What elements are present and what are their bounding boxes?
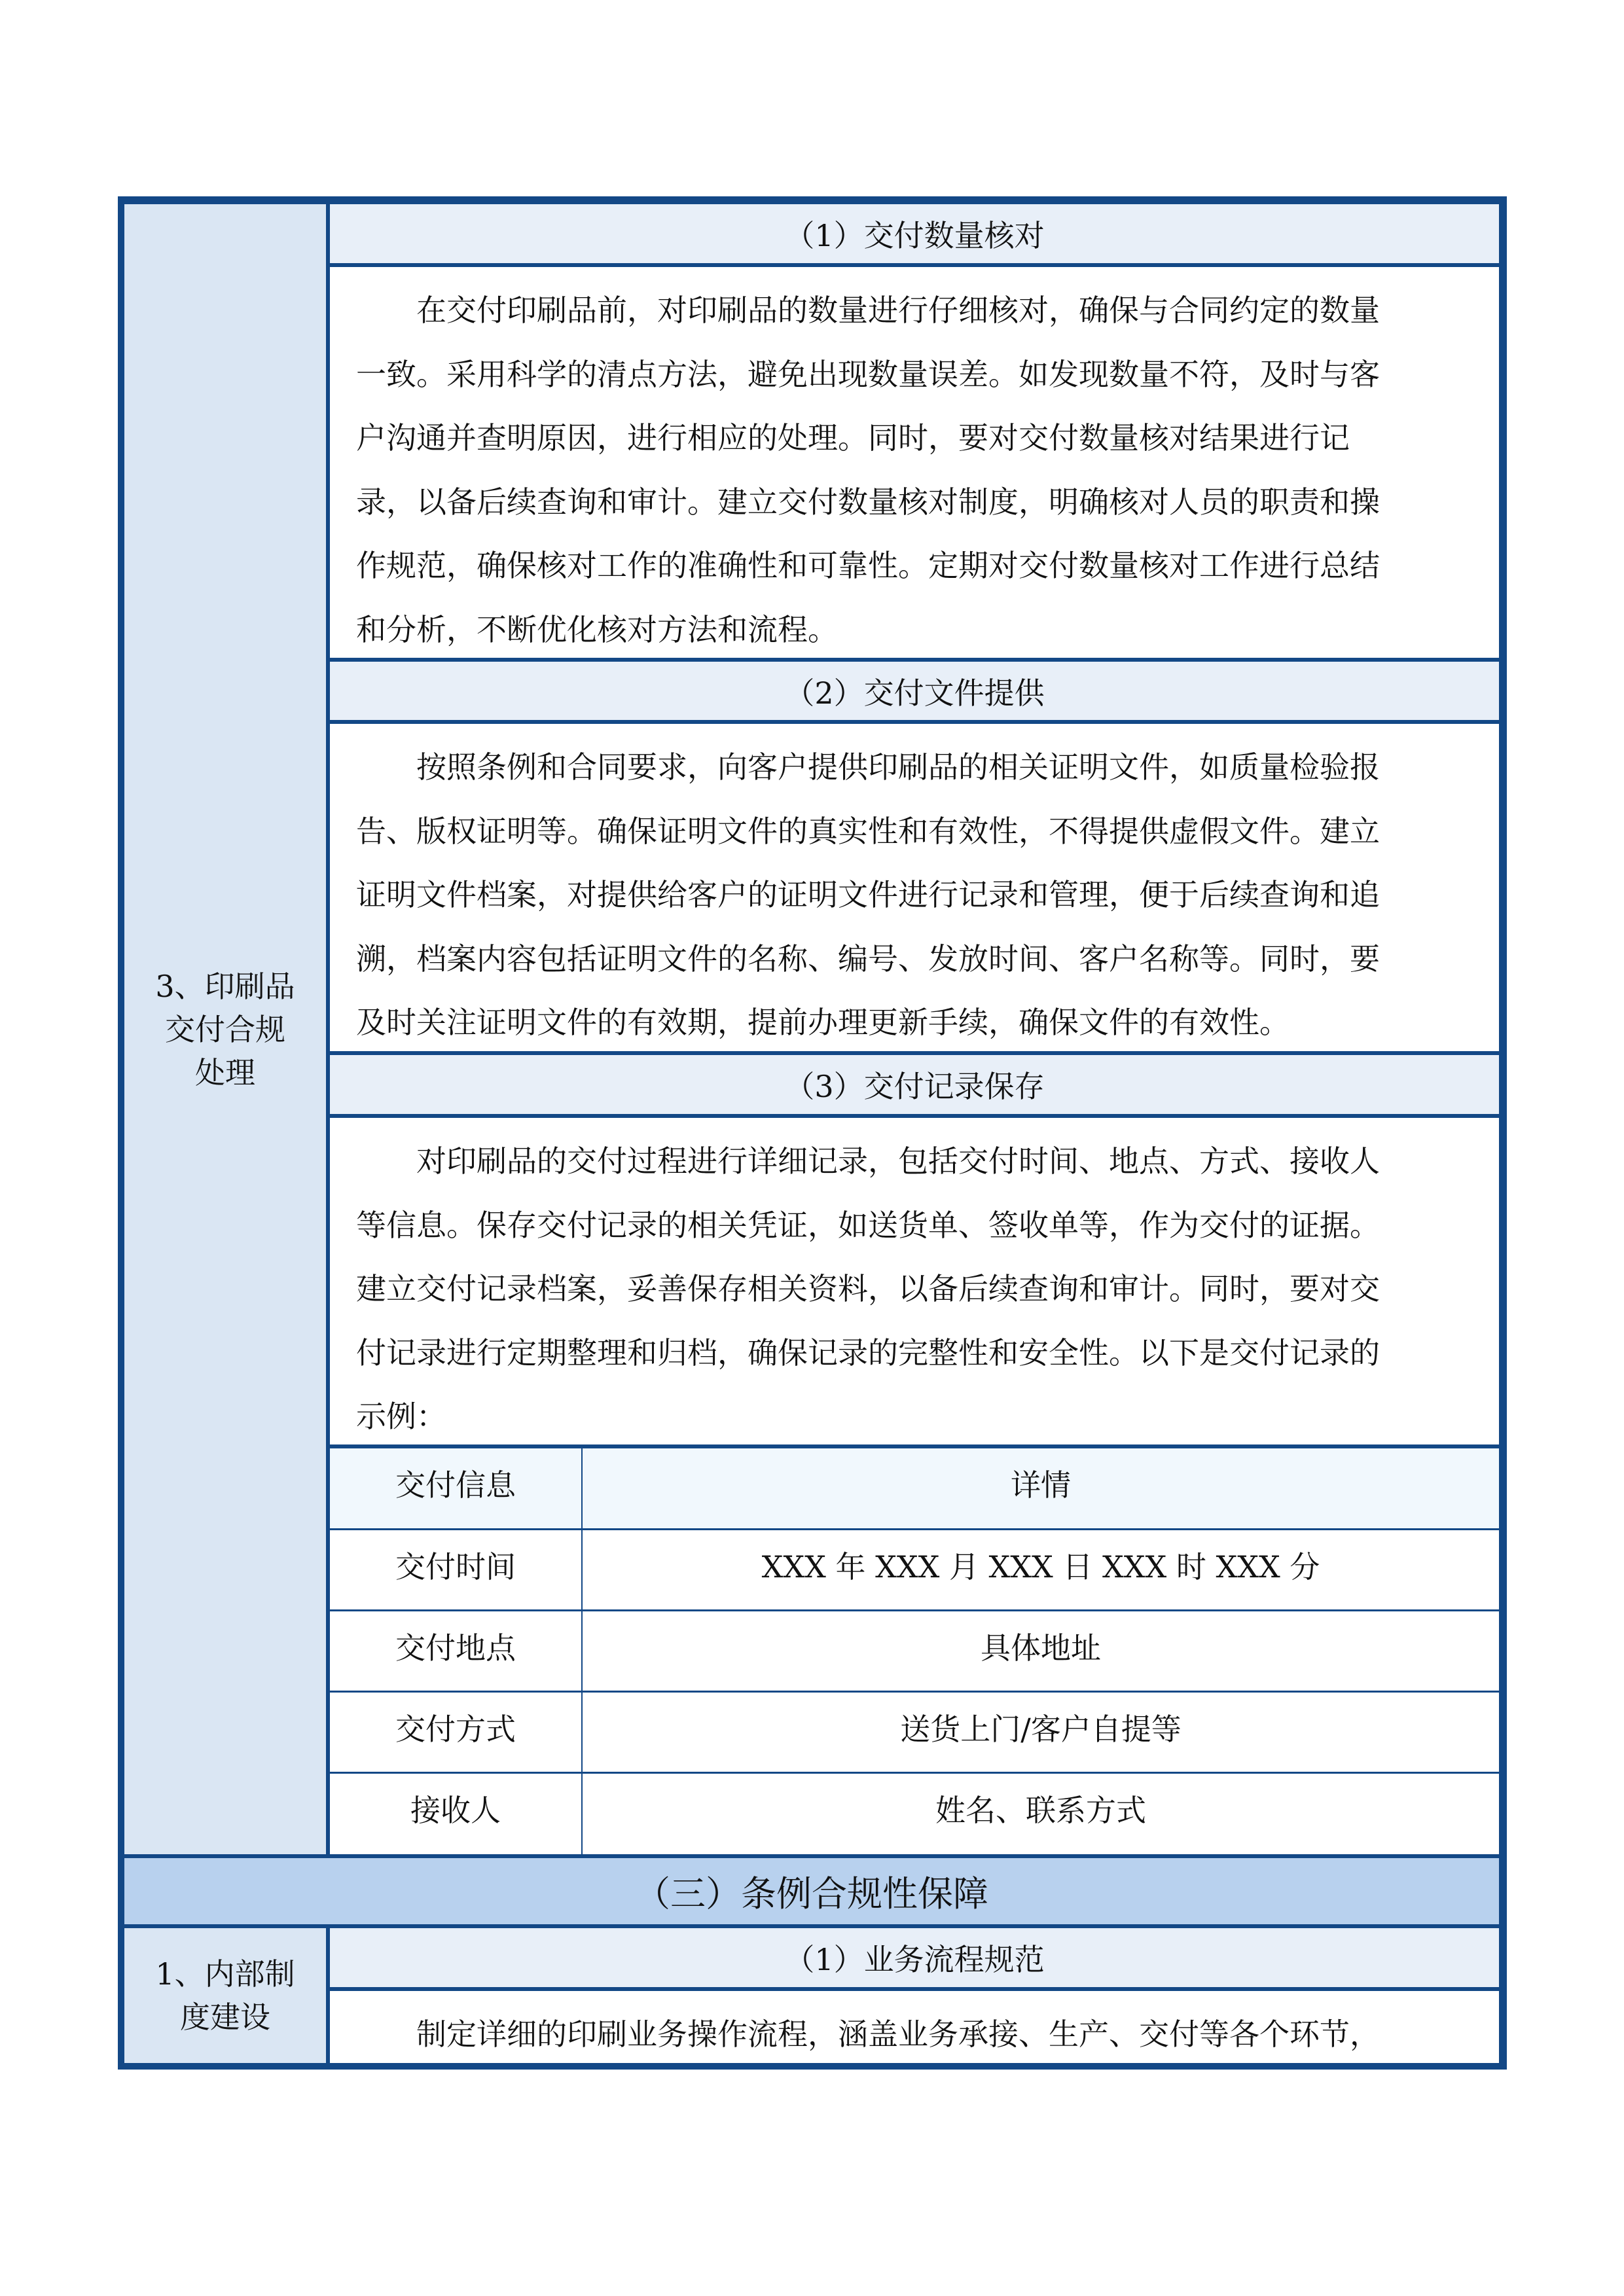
text-line: 和分析，不断优化核对方法和流程。 xyxy=(356,611,838,647)
text-line: 作规范，确保核对工作的准确性和可靠性。定期对交付数量核对工作进行总结 xyxy=(356,548,1380,583)
label-line: 度建设 xyxy=(180,2000,270,2035)
text-line: 户沟通并查明原因，进行相应的处理。同时，要对交付数量核对结果进行记 xyxy=(356,420,1350,456)
table-cell-value xyxy=(583,1693,1499,1772)
table-cell-value xyxy=(583,1611,1499,1691)
text-line: 等信息。保存交付记录的相关凭证，如送货单、签收单等，作为交付的证据。 xyxy=(356,1207,1380,1243)
delivery-record-table xyxy=(330,1448,1499,1854)
section-heading-compliance-assurance xyxy=(124,1858,1499,1924)
text-line: 制定详细的印刷业务操作流程，涵盖业务承接、生产、交付等各个环节， xyxy=(416,2017,1380,2052)
subheading-record-keeping xyxy=(330,1055,1499,1114)
cell-text: 交付地点 xyxy=(395,1630,516,1666)
text-line: 告、版权证明等。确保证明文件的真实性和有效性，不得提供虚假文件。建立 xyxy=(356,813,1380,849)
subheading-text: （1）交付数量核对 xyxy=(784,218,1045,253)
cell-text: 交付方式 xyxy=(395,1712,516,1747)
subheading-text: （3）交付记录保存 xyxy=(784,1069,1045,1104)
subheading-business-process xyxy=(330,1928,1499,1987)
label-line: 3、印刷品 xyxy=(155,968,295,1004)
table-cell-value xyxy=(583,1530,1499,1609)
subheading-text: （2）交付文件提供 xyxy=(784,675,1045,711)
table-cell-label xyxy=(330,1774,581,1854)
paragraph-document-provision xyxy=(330,724,1499,1051)
text-line: 溯，档案内容包括证明文件的名称、编号、发放时间、客户名称等。同时，要 xyxy=(356,941,1380,977)
text-line: 证明文件档案，对提供给客户的证明文件进行记录和管理，便于后续查询和追 xyxy=(356,877,1380,912)
label-line: 处理 xyxy=(195,1054,255,1090)
text-line: 付记录进行定期整理和归档，确保记录的完整性和安全性。以下是交付记录的 xyxy=(356,1335,1380,1371)
text-line: 建立交付记录档案，妥善保存相关资料，以备后续查询和审计。同时，要对交 xyxy=(356,1271,1380,1306)
cell-text: 具体地址 xyxy=(981,1630,1101,1666)
paragraph-record-keeping xyxy=(330,1118,1499,1444)
subheading-document-provision xyxy=(330,662,1499,720)
table-cell-value xyxy=(583,1774,1499,1854)
text-line: 一致。采用科学的清点方法，避免出现数量误差。如发现数量不符，及时与客 xyxy=(356,356,1380,392)
row-label-delivery-compliance xyxy=(124,204,326,1854)
label-line: 交付合规 xyxy=(165,1011,285,1047)
cell-text: 姓名、联系方式 xyxy=(935,1793,1146,1828)
table-header-cell xyxy=(583,1448,1499,1528)
subheading-text: （1）业务流程规范 xyxy=(784,1942,1045,1977)
text-line: 对印刷品的交付过程进行详细记录，包括交付时间、地点、方式、接收人 xyxy=(416,1143,1380,1179)
text-line: 及时关注证明文件的有效期，提前办理更新手续，确保文件的有效性。 xyxy=(356,1005,1290,1040)
header-text: 详情 xyxy=(1011,1467,1071,1503)
label-line: 1、内部制 xyxy=(155,1956,295,1992)
paragraph-quantity-check xyxy=(330,267,1499,658)
paragraph-business-process xyxy=(330,1991,1499,2063)
text-line: 在交付印刷品前，对印刷品的数量进行仔细核对，确保与合同约定的数量 xyxy=(416,293,1380,328)
table-header-cell xyxy=(330,1448,581,1528)
section-heading-text: （三）条例合规性保障 xyxy=(635,1873,988,1914)
table-cell-label xyxy=(330,1530,581,1609)
table-cell-label xyxy=(330,1693,581,1772)
subheading-quantity-check xyxy=(330,204,1499,263)
text-line: 录，以备后续查询和审计。建立交付数量核对制度，明确核对人员的职责和操 xyxy=(356,484,1380,520)
cell-text: 交付时间 xyxy=(395,1549,516,1585)
cell-text: XXX 年 XXX 月 XXX 日 XXX 时 XXX 分 xyxy=(761,1549,1320,1585)
cell-text: 送货上门/客户自提等 xyxy=(900,1712,1182,1747)
text-line: 按照条例和合同要求，向客户提供印刷品的相关证明文件，如质量检验报 xyxy=(416,749,1380,785)
header-text: 交付信息 xyxy=(395,1467,516,1503)
text-line: 示例： xyxy=(356,1399,446,1434)
table-cell-label xyxy=(330,1611,581,1691)
row-label-internal-system xyxy=(124,1928,326,2063)
cell-text: 接收人 xyxy=(410,1793,501,1828)
